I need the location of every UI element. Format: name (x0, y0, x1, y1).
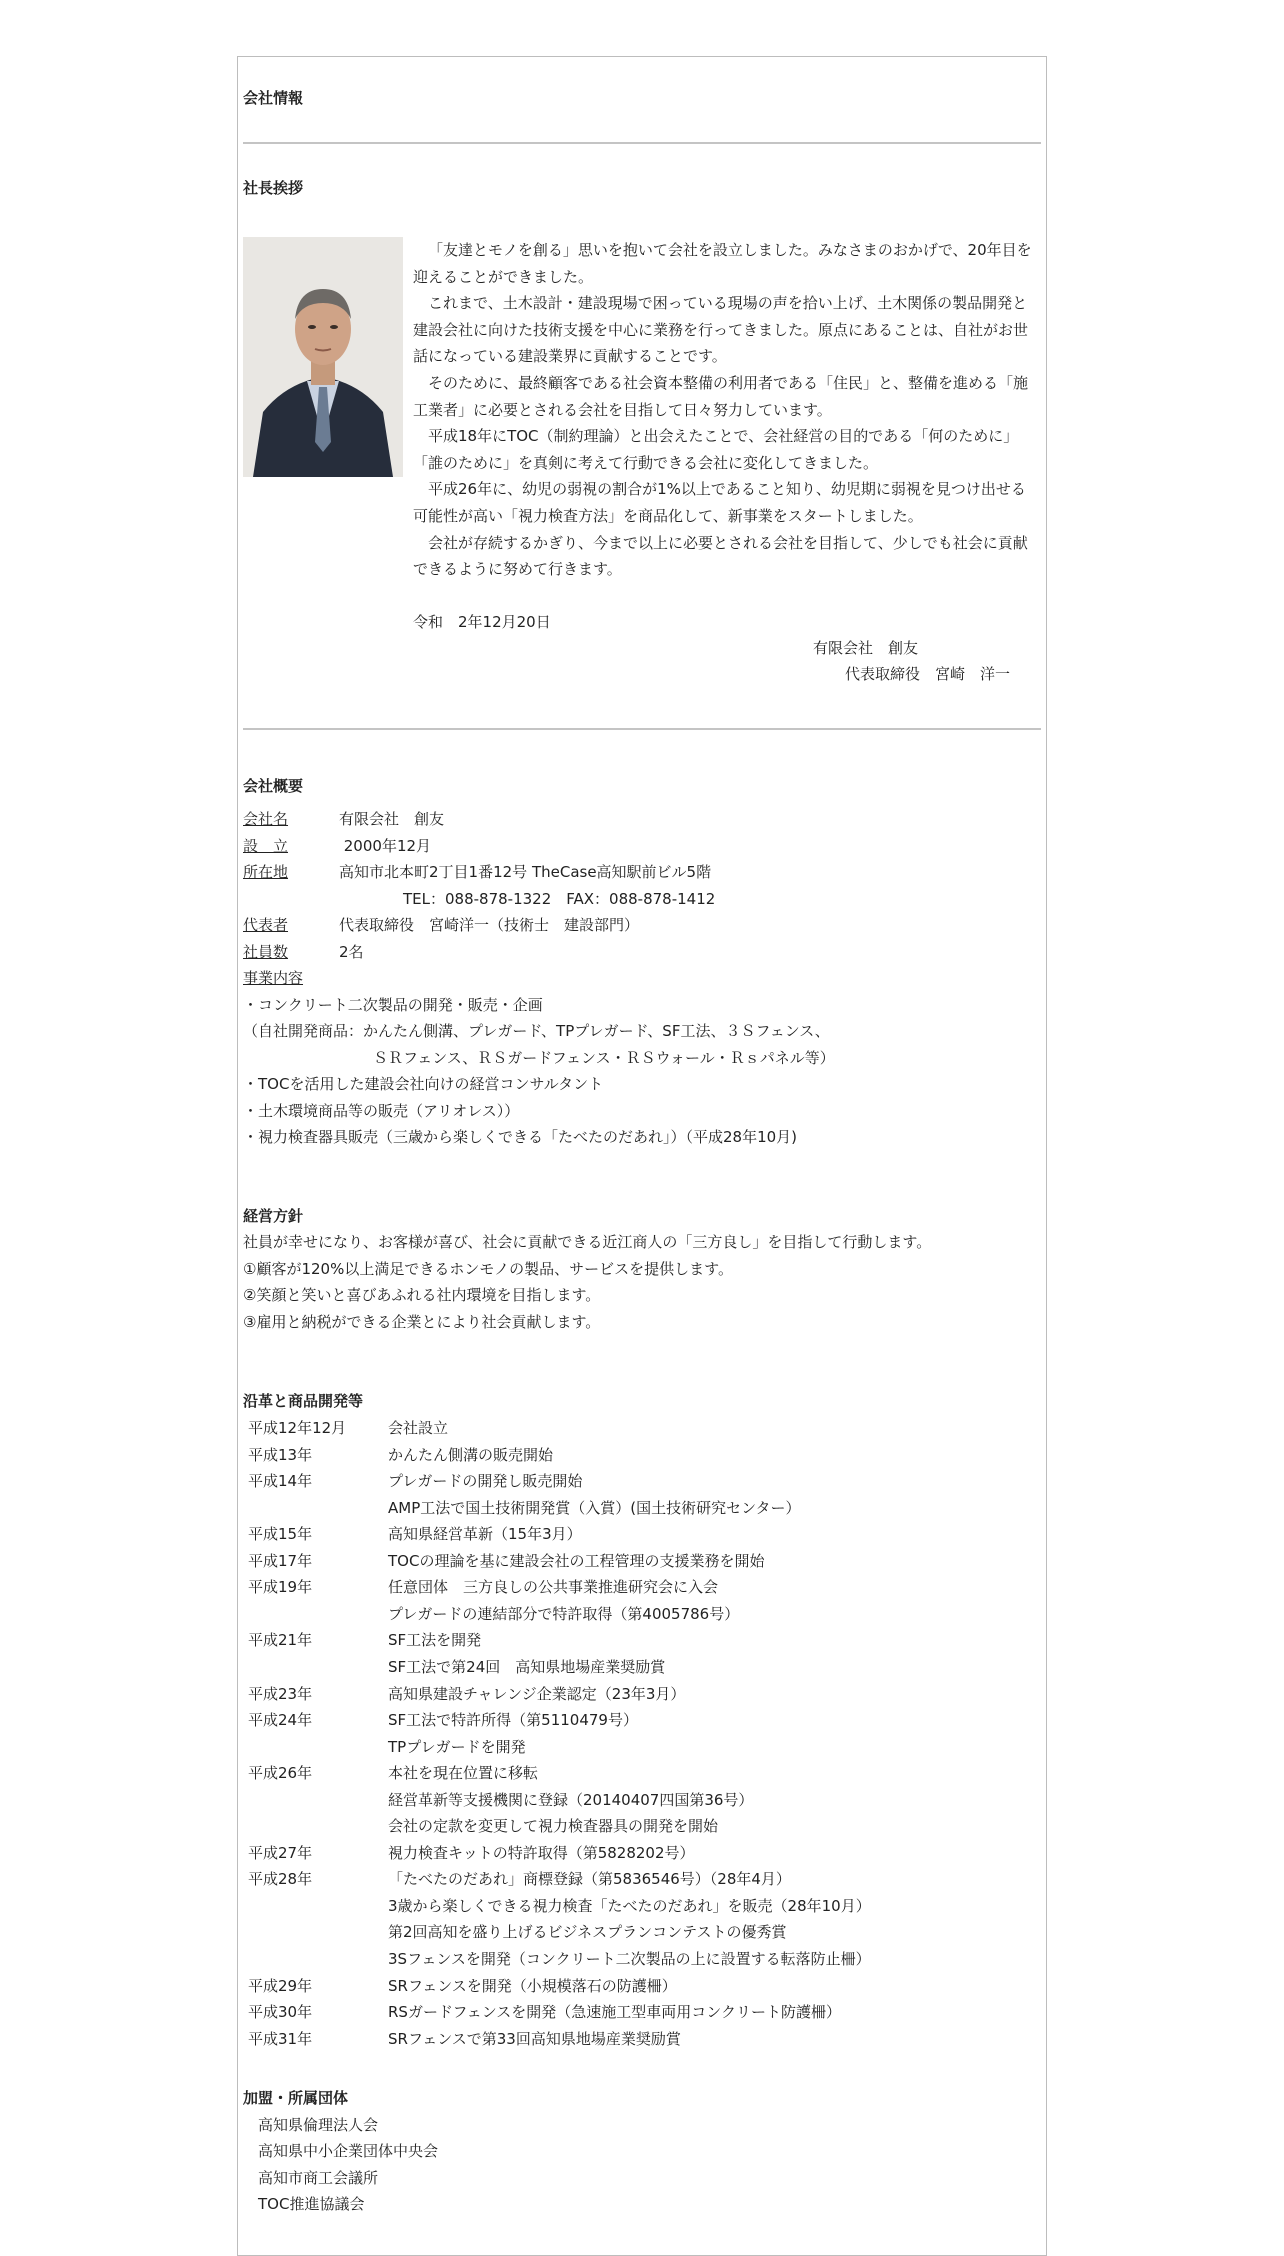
overview-row (243, 859, 711, 886)
signature-company: 有限会社 創友 (813, 639, 919, 657)
history-event: 経営革新等支援機関に登録（20140407四国第36号） (388, 1790, 754, 1809)
overview-value: 2名 (339, 943, 364, 961)
overview-label: 代表者 (243, 916, 289, 934)
greeting-paragraph: 会社が存続するかぎり、今まで以上に必要とされる会社を目指して、少しでも社会に貢献できるように努めて行きます。 (413, 533, 1028, 579)
overview-row (243, 833, 431, 860)
overview-value: 有限会社 創友 (339, 810, 445, 828)
history-event: AMP工法で国土技術開発賞（入賞）(国土技術研究センター） (388, 1498, 801, 1517)
greeting-paragraph: 「友達とモノを創る」思いを抱いて会社を設立しました。みなさまのおかげで、20年目を迎えることができました。 (413, 241, 1032, 286)
history-year: 平成28年 (248, 1870, 313, 1889)
history-year: 平成15年 (248, 1525, 313, 1544)
overview-label: 会社名 (243, 810, 289, 828)
greeting-paragraph: そのために、最終顧客である社会資本整備の利用者である「住民」と、整備を進める「施工業者」に必要とされる会社を目指して日々努力しています。 (413, 373, 1029, 419)
policy-line: ③雇用と納税ができる企業とにより社会貢献します。 (243, 1313, 601, 1331)
divider-top (243, 142, 1041, 144)
business-item: ＳＲフェンス、ＲＳガードフェンス・ＲＳウォール・Ｒｓパネル等） (373, 1049, 835, 1067)
history-event: 高知県建設チャレンジ企業認定（23年3月） (388, 1684, 686, 1703)
overview-value: TEL：088-878-1322 FAX：088-878-1412 (403, 890, 716, 908)
history-event: 会社設立 (388, 1419, 449, 1437)
overview-row (403, 886, 715, 913)
greeting-date: 令和 2年12月20日 (413, 613, 551, 631)
history-event: 「たべたのだあれ」商標登録（第5836546号）（28年4月） (388, 1870, 791, 1889)
business-item: （自社開発商品：かんたん側溝、プレガード、TPプレガード、SF工法、３Ｓフェンス、 (243, 1022, 830, 1040)
greeting-body (413, 237, 1033, 583)
business-item: ・土木環境商品等の販売（アリオレス）） (243, 1102, 520, 1120)
business-item: ・視力検査器具販売（三歳から楽しくできる「たべたのだあれ」）（平成28年10月) (243, 1128, 798, 1146)
history-event: 視力検査キットの特許取得（第5828202号） (388, 1843, 695, 1862)
history-event: かんたん側溝の販売開始 (388, 1445, 554, 1464)
history-title: 沿革と商品開発等 (243, 1392, 364, 1410)
affiliation-item: 高知市商工会議所 (258, 2169, 379, 2187)
affiliation-item: 高知県中小企業団体中央会 (258, 2142, 439, 2160)
overview-label: 所在地 (243, 863, 289, 881)
history-event: TPプレガードを開発 (388, 1737, 526, 1756)
history-year: 平成31年 (248, 2029, 313, 2048)
divider-greeting (243, 728, 1041, 730)
greeting-paragraph: これまで、土木設計・建設現場で困っている現場の声を拾い上げ、土木関係の製品開発と建設会社に向けた技術支援を中心に業務を行ってきました。原点にあることは、自社がお世話になっている建設業界に貢献することです。 (413, 294, 1029, 366)
history-year: 平成17年 (248, 1551, 313, 1570)
history-event: プレガードの開発し販売開始 (388, 1472, 583, 1491)
history-event: TOCの理論を基に建設会社の工程管理の支援業務を開始 (388, 1551, 765, 1570)
history-event: 第2回高知を盛り上げるビジネスプランコンテストの優秀賞 (388, 1923, 787, 1942)
history-event: 3歳から楽しくできる視力検査「たべたのだあれ」を販売（28年10月） (388, 1896, 871, 1915)
overview-label: 社員数 (243, 943, 289, 961)
greeting-title: 社長挨拶 (243, 179, 304, 197)
affiliation-item: 高知県倫理法人会 (258, 2116, 379, 2134)
history-event: SRフェンスで第33回高知県地場産業奨励賞 (388, 2029, 681, 2048)
overview-value: 高知市北本町2丁目1番12号 TheCase高知駅前ビル5階 (339, 863, 712, 881)
greeting-paragraph: 平成26年に、幼児の弱視の割合が1%以上であること知り、幼児期に弱視を見つけ出せる可能性が高い「視力検査方法」を商品化して、新事業をスタートしました。 (413, 480, 1026, 525)
policy-line: 社員が幸せになり、お客様が喜び、社会に貢献できる近江商人の「三方良し」を目指して行動します。 (243, 1233, 932, 1251)
history-event: 本社を現在位置に移転 (388, 1764, 539, 1783)
history-year: 平成12年12月 (248, 1419, 347, 1437)
overview-row (243, 939, 364, 966)
history-year: 平成21年 (248, 1631, 313, 1650)
business-item: ・TOCを活用した建設会社向けの経営コンサルタント (243, 1075, 604, 1093)
history-event: SRフェンスを開発（小規模落石の防護柵） (388, 1976, 677, 1995)
history-event: RSガードフェンスを開発（急速施工型車両用コンクリート防護柵） (388, 2003, 841, 2022)
business-item: ・コンクリート二次製品の開発・販売・企画 (243, 996, 543, 1014)
history-event: 会社の定款を変更して視力検査器具の開発を開始 (388, 1817, 719, 1836)
overview-value: 2000年12月 (339, 837, 432, 855)
overview-value: 代表取締役 宮崎洋一（技術士 建設部門） (339, 916, 640, 934)
overview-title: 会社概要 (243, 777, 304, 795)
history-year: 平成30年 (248, 2003, 313, 2022)
greeting-paragraph: 平成18年にTOC（制約理論）と出会えたことで、会社経営の目的である「何のために」「誰のために」を真剣に考えて行動できる会社に変化してきました。 (413, 427, 1019, 472)
policy-line: ①顧客が120%以上満足できるホンモノの製品、サービスを提供します。 (243, 1260, 733, 1278)
history-year: 平成29年 (248, 1976, 313, 1995)
overview-label: 設 立 (243, 837, 289, 855)
history-event: SF工法を開発 (388, 1631, 482, 1650)
company-info-page (237, 56, 1047, 2256)
overview-row (243, 965, 339, 992)
affiliation-item: TOC推進協議会 (258, 2195, 365, 2213)
overview-row (243, 806, 444, 833)
history-event: SF工法で特許所得（第5110479号） (388, 1711, 638, 1730)
history-year: 平成13年 (248, 1445, 313, 1464)
history-year: 平成23年 (248, 1684, 313, 1703)
policy-title: 経営方針 (243, 1207, 304, 1225)
history-event: 任意団体 三方良しの公共事業推進研究会に入会 (388, 1578, 719, 1597)
history-year: 平成27年 (248, 1843, 313, 1862)
policy-line: ②笑顔と笑いと喜びあふれる社内環境を目指します。 (243, 1286, 601, 1304)
affiliations-title: 加盟・所属団体 (243, 2089, 349, 2107)
history-year: 平成24年 (248, 1711, 313, 1730)
history-year: 平成26年 (248, 1764, 313, 1783)
overview-label: 事業内容 (243, 969, 304, 987)
history-year: 平成19年 (248, 1578, 313, 1597)
president-portrait-image (243, 237, 403, 477)
overview-row (243, 912, 639, 939)
history-event: 3Sフェンスを開発（コンクリート二次製品の上に設置する転落防止柵） (388, 1950, 871, 1968)
history-event: 高知県経営革新（15年3月） (388, 1525, 582, 1544)
page-title: 会社情報 (243, 89, 304, 107)
history-event: プレガードの連結部分で特許取得（第4005786号） (388, 1604, 740, 1623)
president-photo (243, 237, 403, 477)
history-year: 平成14年 (248, 1472, 313, 1491)
signature-name: 代表取締役 宮崎 洋一 (845, 665, 1011, 683)
history-event: SF工法で第24回 高知県地場産業奨励賞 (388, 1657, 666, 1676)
